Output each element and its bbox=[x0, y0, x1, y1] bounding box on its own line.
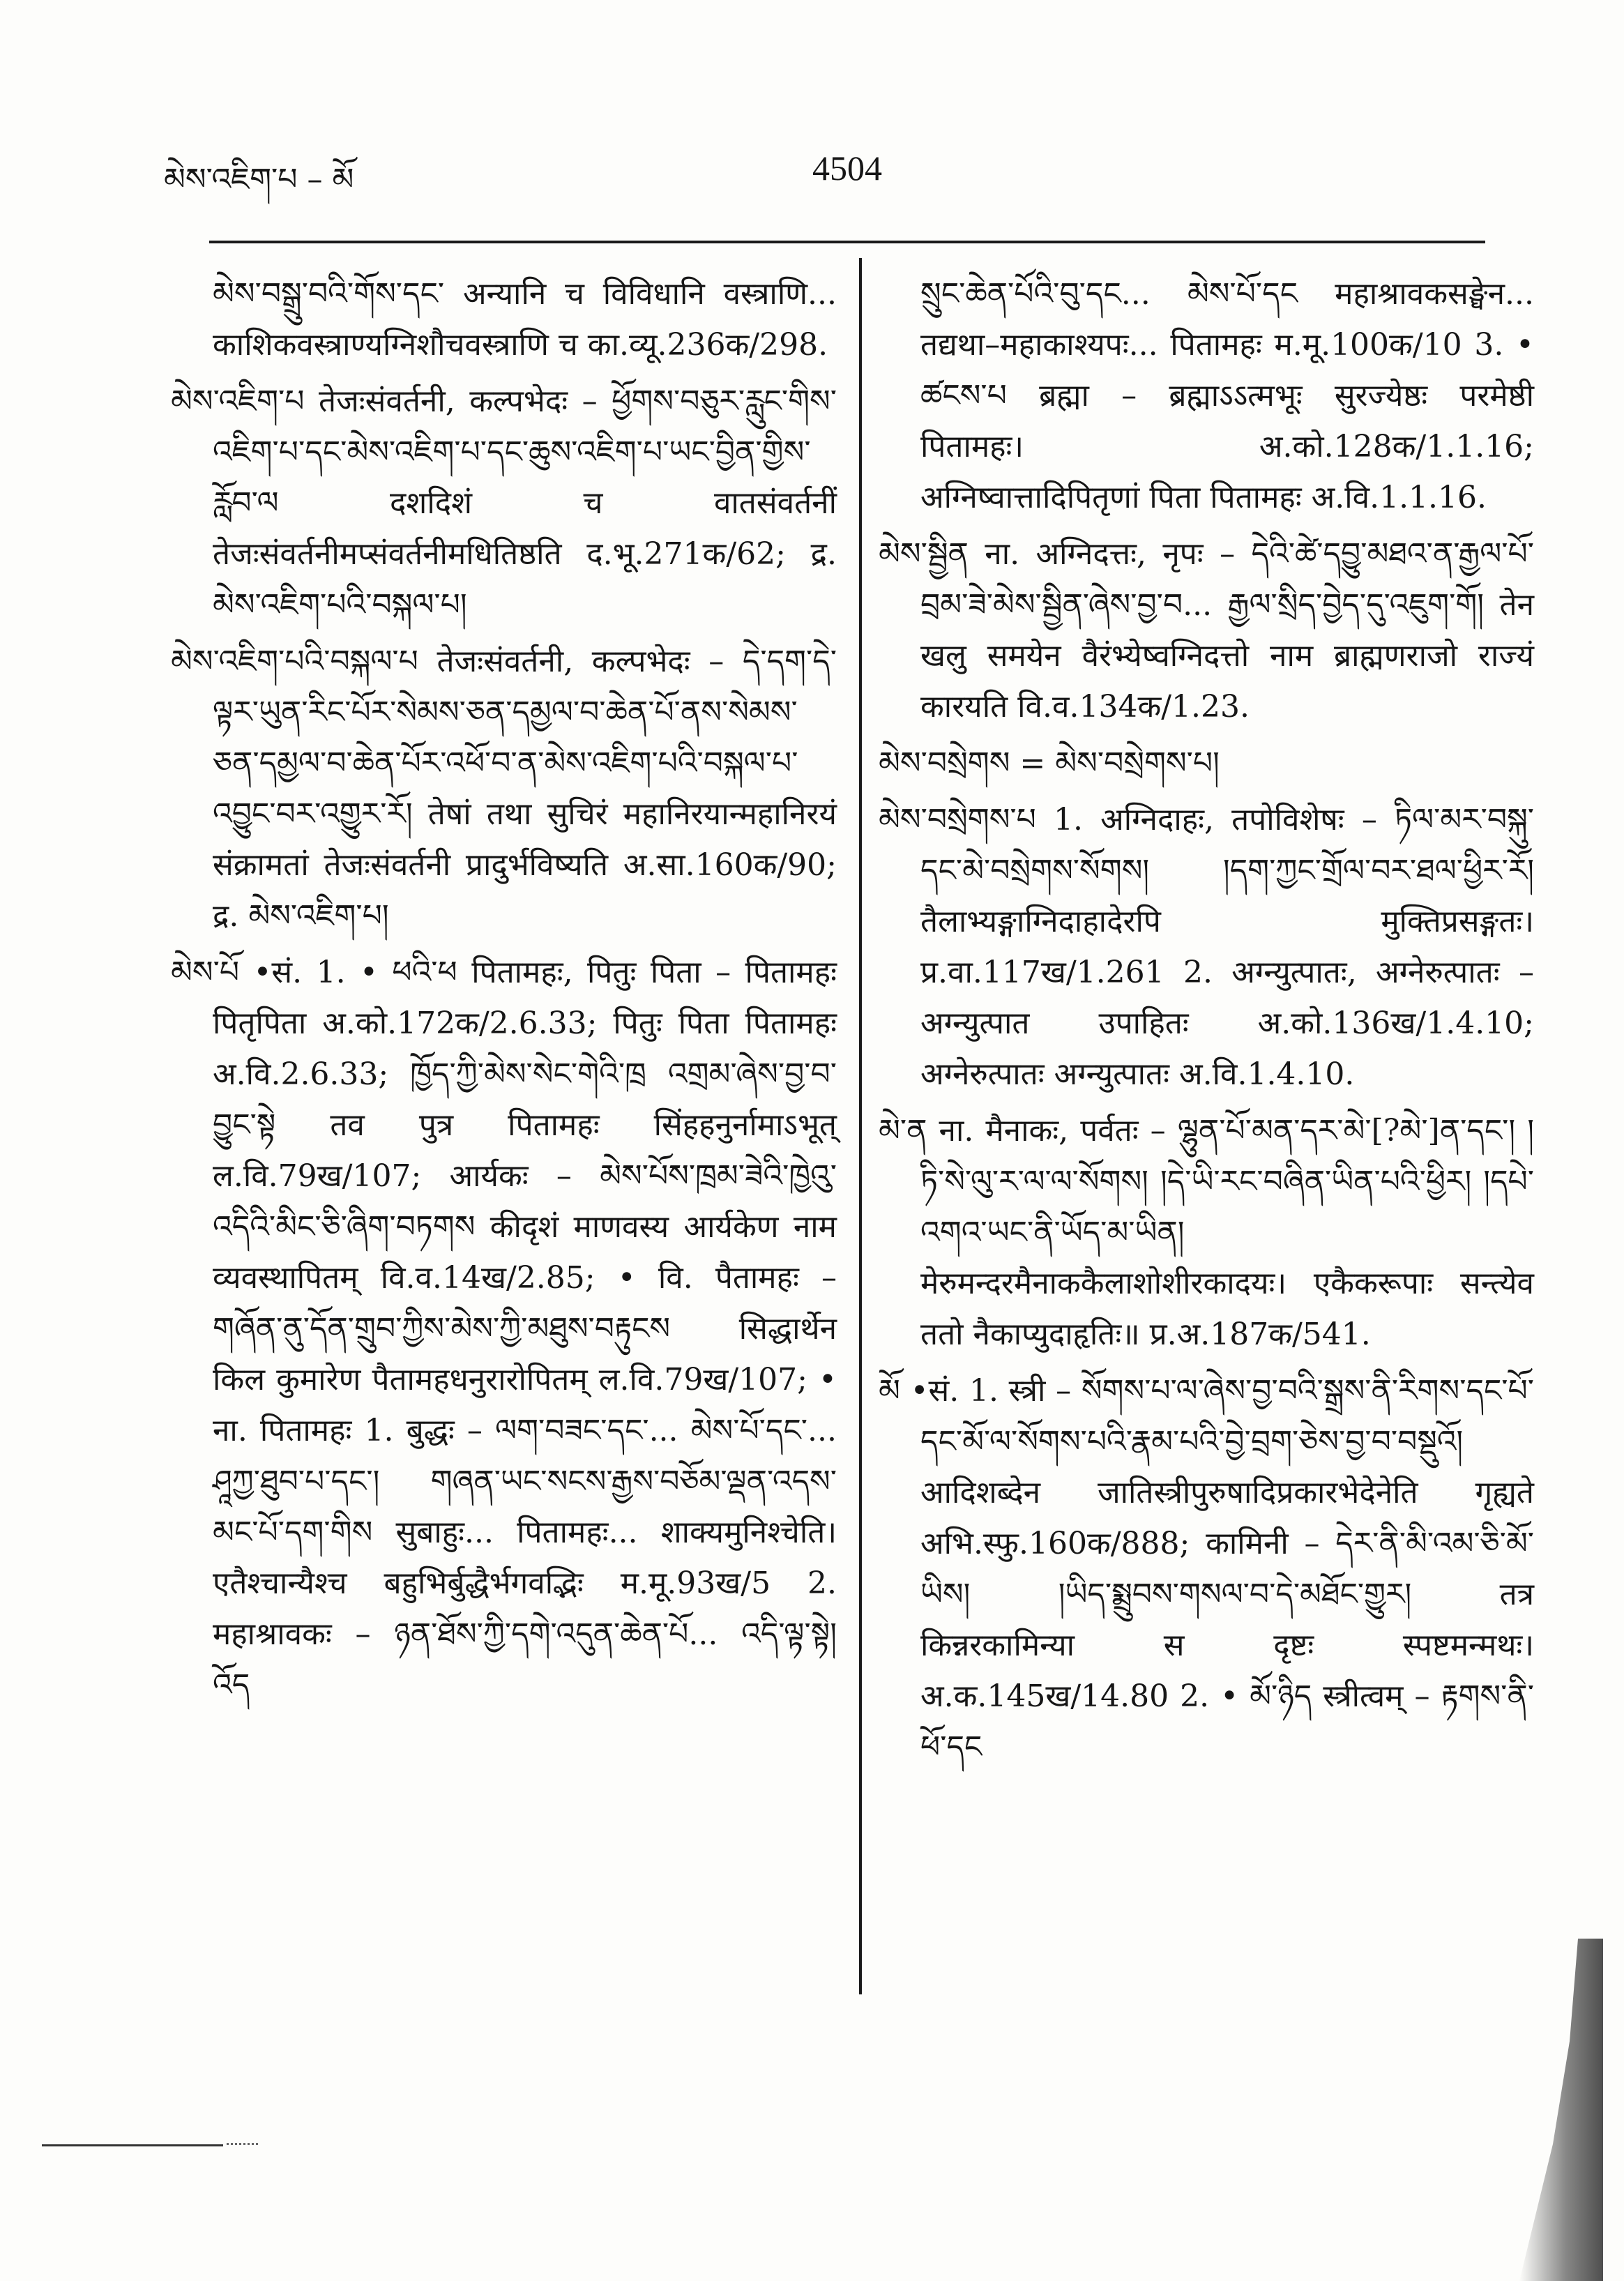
dictionary-entry: མོ •सं. 1. स्त्री – སོགས་པ་ལ་ཞེས་བྱ་བའི་སྒྲས་ནི་རིགས་དང་པོ་དང་མོ་ལ་སོགས་པའི་རྣམ་པའི་བྱེ་བྲག་ཅེས་བྱ་བ་བསྡུའོ། आदिशब्देन जातिस्त्रीपुरुषादिप्रकारभेदेनेति गृह्यते अभि.स्फु.160क/888; कामिनी – དེར་ནི་མི་འམ་ཅི་མོ་ཡིས། །ཡིད་སྨྲུབས་གསལ་བ་དེ་མཐོང་གྱུར། तत्र किन्नरकामिन्या स दृष्टः स्पष्टमन्मथः। अ.क.145ख/14.80 2. • མོ་ཉིད स्त्रीत्वम् – རྟགས་ནི་ཕོ་དང bbox=[879, 1373, 1534, 1765]
dictionary-entry: མེ་ན ना. मैनाकः, पर्वतः – ལྷུན་པོ་མན་དར་མེ་[?མེ་]ན་དང་། །ཏི་སེ་ལུ་ར་ལ་ལ་སོགས། །དེ་ཡི་རང་བཞིན་ཡིན་པའི་ཕྱིར། །དཔེ་འགའ་ཡང་ནི་ཡོད་མ་ཡིན། मेरुमन्दरमैनाककैलाशोशीरकादयः। एकैकरूपाः सन्त्येव ततो नैकाप्युदाहृतिः॥ प्र.अ.187क/541. bbox=[879, 1113, 1534, 1352]
running-head: མེས་འཇིག་པ – མོ bbox=[164, 162, 354, 197]
dictionary-entry: མེས་བསྒྲུ་བའི་གོས་དང་ अन्यानि च विविधानि वस्त्राणि... काशिकवस्त्राण्यग्निशौचवस्त्राणि च का.व्यू.236क/298. bbox=[213, 276, 837, 363]
dictionary-entry: མེས་སྦྱིན ना. अग्निदत्तः, नृपः – དེའི་ཚེ་དབྱུ་མཐའ་ན་རྒྱལ་པོ་བྲམ་ཟེ་མེས་སྦྱིན་ཞེས་བྱ་བ... རྒྱལ་སྲིད་བྱེད་དུ་འཇུག་གོ། तेन खलु समयेन वैरंभ्येष्वग्निदत्तो नाम ब्राह्मणराजो राज्यं कारयति वि.व.134क/1.23. bbox=[879, 536, 1534, 725]
dictionary-entry: མེས་འཇིག་པའི་བསྐལ་པ तेजःसंवर्तनी, कल्पभेदः – དེ་དག་དེ་ལྟར་ཡུན་རིང་པོར་སེམས་ཅན་དམྱལ་བ་ཆེན་པོ་ནས་སེམས་ཅན་དམྱལ་བ་ཆེན་པོར་འཕོ་བ་ན་མེས་འཇིག་པའི་བསྐལ་པ་འབྱུང་བར་འགྱུར་རོ། तेषां तथा सुचिरं महानिरयान्महानिरयं संक्रामतां तेजःसंवर्तनी प्रादुर्भविष्यति अ.सा.160क/90; द्र. མེས་འཇིག་པ། bbox=[171, 644, 837, 934]
left-column bbox=[171, 268, 837, 1716]
dictionary-entry: སྲུང་ཆེན་པོའི་བུ་དང... མེས་པོ་དང महाश्रावकसङ्घेन... तद्यथा–महाकाश्यपः... पितामहः म.मू.100क/10 3. • ཚངས་པ ब्रह्मा – ब्रह्माऽऽत्मभूः सुरज्येष्ठः परमेष्ठी पितामहः। अ.को.128क/1.1.16; अग्निष्वात्तादिपितृणां पिता पितामहः अ.वि.1.1.16. bbox=[920, 276, 1534, 515]
footer-dots bbox=[227, 2143, 258, 2145]
column-divider bbox=[859, 258, 862, 1994]
dictionary-entry: མེས་པོ •सं. 1. • ཕའི་ཕ पितामहः, पितुः पिता – पितामहः पितृपिता अ.को.172क/2.6.33; पितुः पिता पितामहः अ.वि.2.6.33; ཁྱོད་ཀྱི་མེས་སེང་གེའི་ཁྲ འགྲམ་ཞེས་བྱ་བ་བྱུང་སྟེ तव पुत्र पितामहः सिंहहनुर्नामाऽभूत् ल.वि.79ख/107; आर्यकः – མེས་པོས་ཁྲམ་ཟེའི་ཁྱེའུ་འདིའི་མིང་ཅི་ཞིག་བཏགས कीदृशं माणवस्य आर्यकेण नाम व्यवस्थापितम् वि.व.14ख/2.85; • वि. पैतामहः – གཞོན་ནུ་དོན་གྲུབ་ཀྱིས་མེས་ཀྱི་མཐུས་བརྟུངས सिद्धार्थेन किल कुमारेण पैतामहधनुरारोपितम् ल.वि.79ख/107; • ना. पितामहः 1. बुद्धः – ལག་བཟང་དང་... མེས་པོ་དང་... ཤཱཀྱ་ཐུབ་པ་དང་། གཞན་ཡང་སངས་རྒྱས་བཅོམ་ལྡན་འདས་མང་པོ་དག་གིས सुबाहुः... पितामहः... शाक्यमुनिश्चेति। एतैश्चान्यैश्च बहुभिर्बुद्धैर्भगवद्भिः म.मू.93ख/5 2. महाश्रावकः – ཉན་ཐོས་ཀྱི་དགེ་འདུན་ཆེན་པོ... འདི་ལྟ་སྟེ། འོད bbox=[171, 955, 837, 1703]
right-column bbox=[879, 268, 1534, 1778]
dictionary-entry: མེས་བསྲེགས་པ 1. अग्निदाहः, तपोविशेषः – ཏིལ་མར་བསྐུ་དང་མེ་བསྲེགས་སོགས། །དག་ཀྱང་གྲོལ་བར་ཐལ་ཕྱིར་རོ། तैलाभ्यङ्गाग्निदाहादेरपि मुक्तिप्रसङ्गतः। प्र.वा.117ख/1.261 2. अग्न्युत्पातः, अग्नेरुत्पातः – अग्न्युत्पात उपाहितः अ.को.136ख/1.4.10; अग्नेरुत्पातः अग्न्युत्पातः अ.वि.1.4.10. bbox=[879, 802, 1534, 1092]
page-number: 4504 bbox=[812, 149, 882, 188]
dictionary-entry: མེས་འཇིག་པ तेजःसंवर्तनी, कल्पभेदः – ཕྱོགས་བཅུར་རླུང་གིས་འཇིག་པ་དང་མེས་འཇིག་པ་དང་ཆུས་འཇིག་པ་ཡང་བྱིན་གྱིས་རློབ་ལ दशदिशं च वातसंवर्तनीं तेजःसंवर्तनीमप्संवर्तनीमधितिष्ठति द.भू.271क/62; द्र. མེས་འཇིག་པའི་བསྐལ་པ། bbox=[171, 384, 837, 623]
dictionary-entry: མེས་བསྲེགས = མེས་བསྲེགས་པ། bbox=[879, 745, 1220, 781]
scan-edge-mark bbox=[1519, 1939, 1603, 2281]
footer-rule bbox=[42, 2144, 223, 2146]
header-rule bbox=[209, 241, 1485, 243]
